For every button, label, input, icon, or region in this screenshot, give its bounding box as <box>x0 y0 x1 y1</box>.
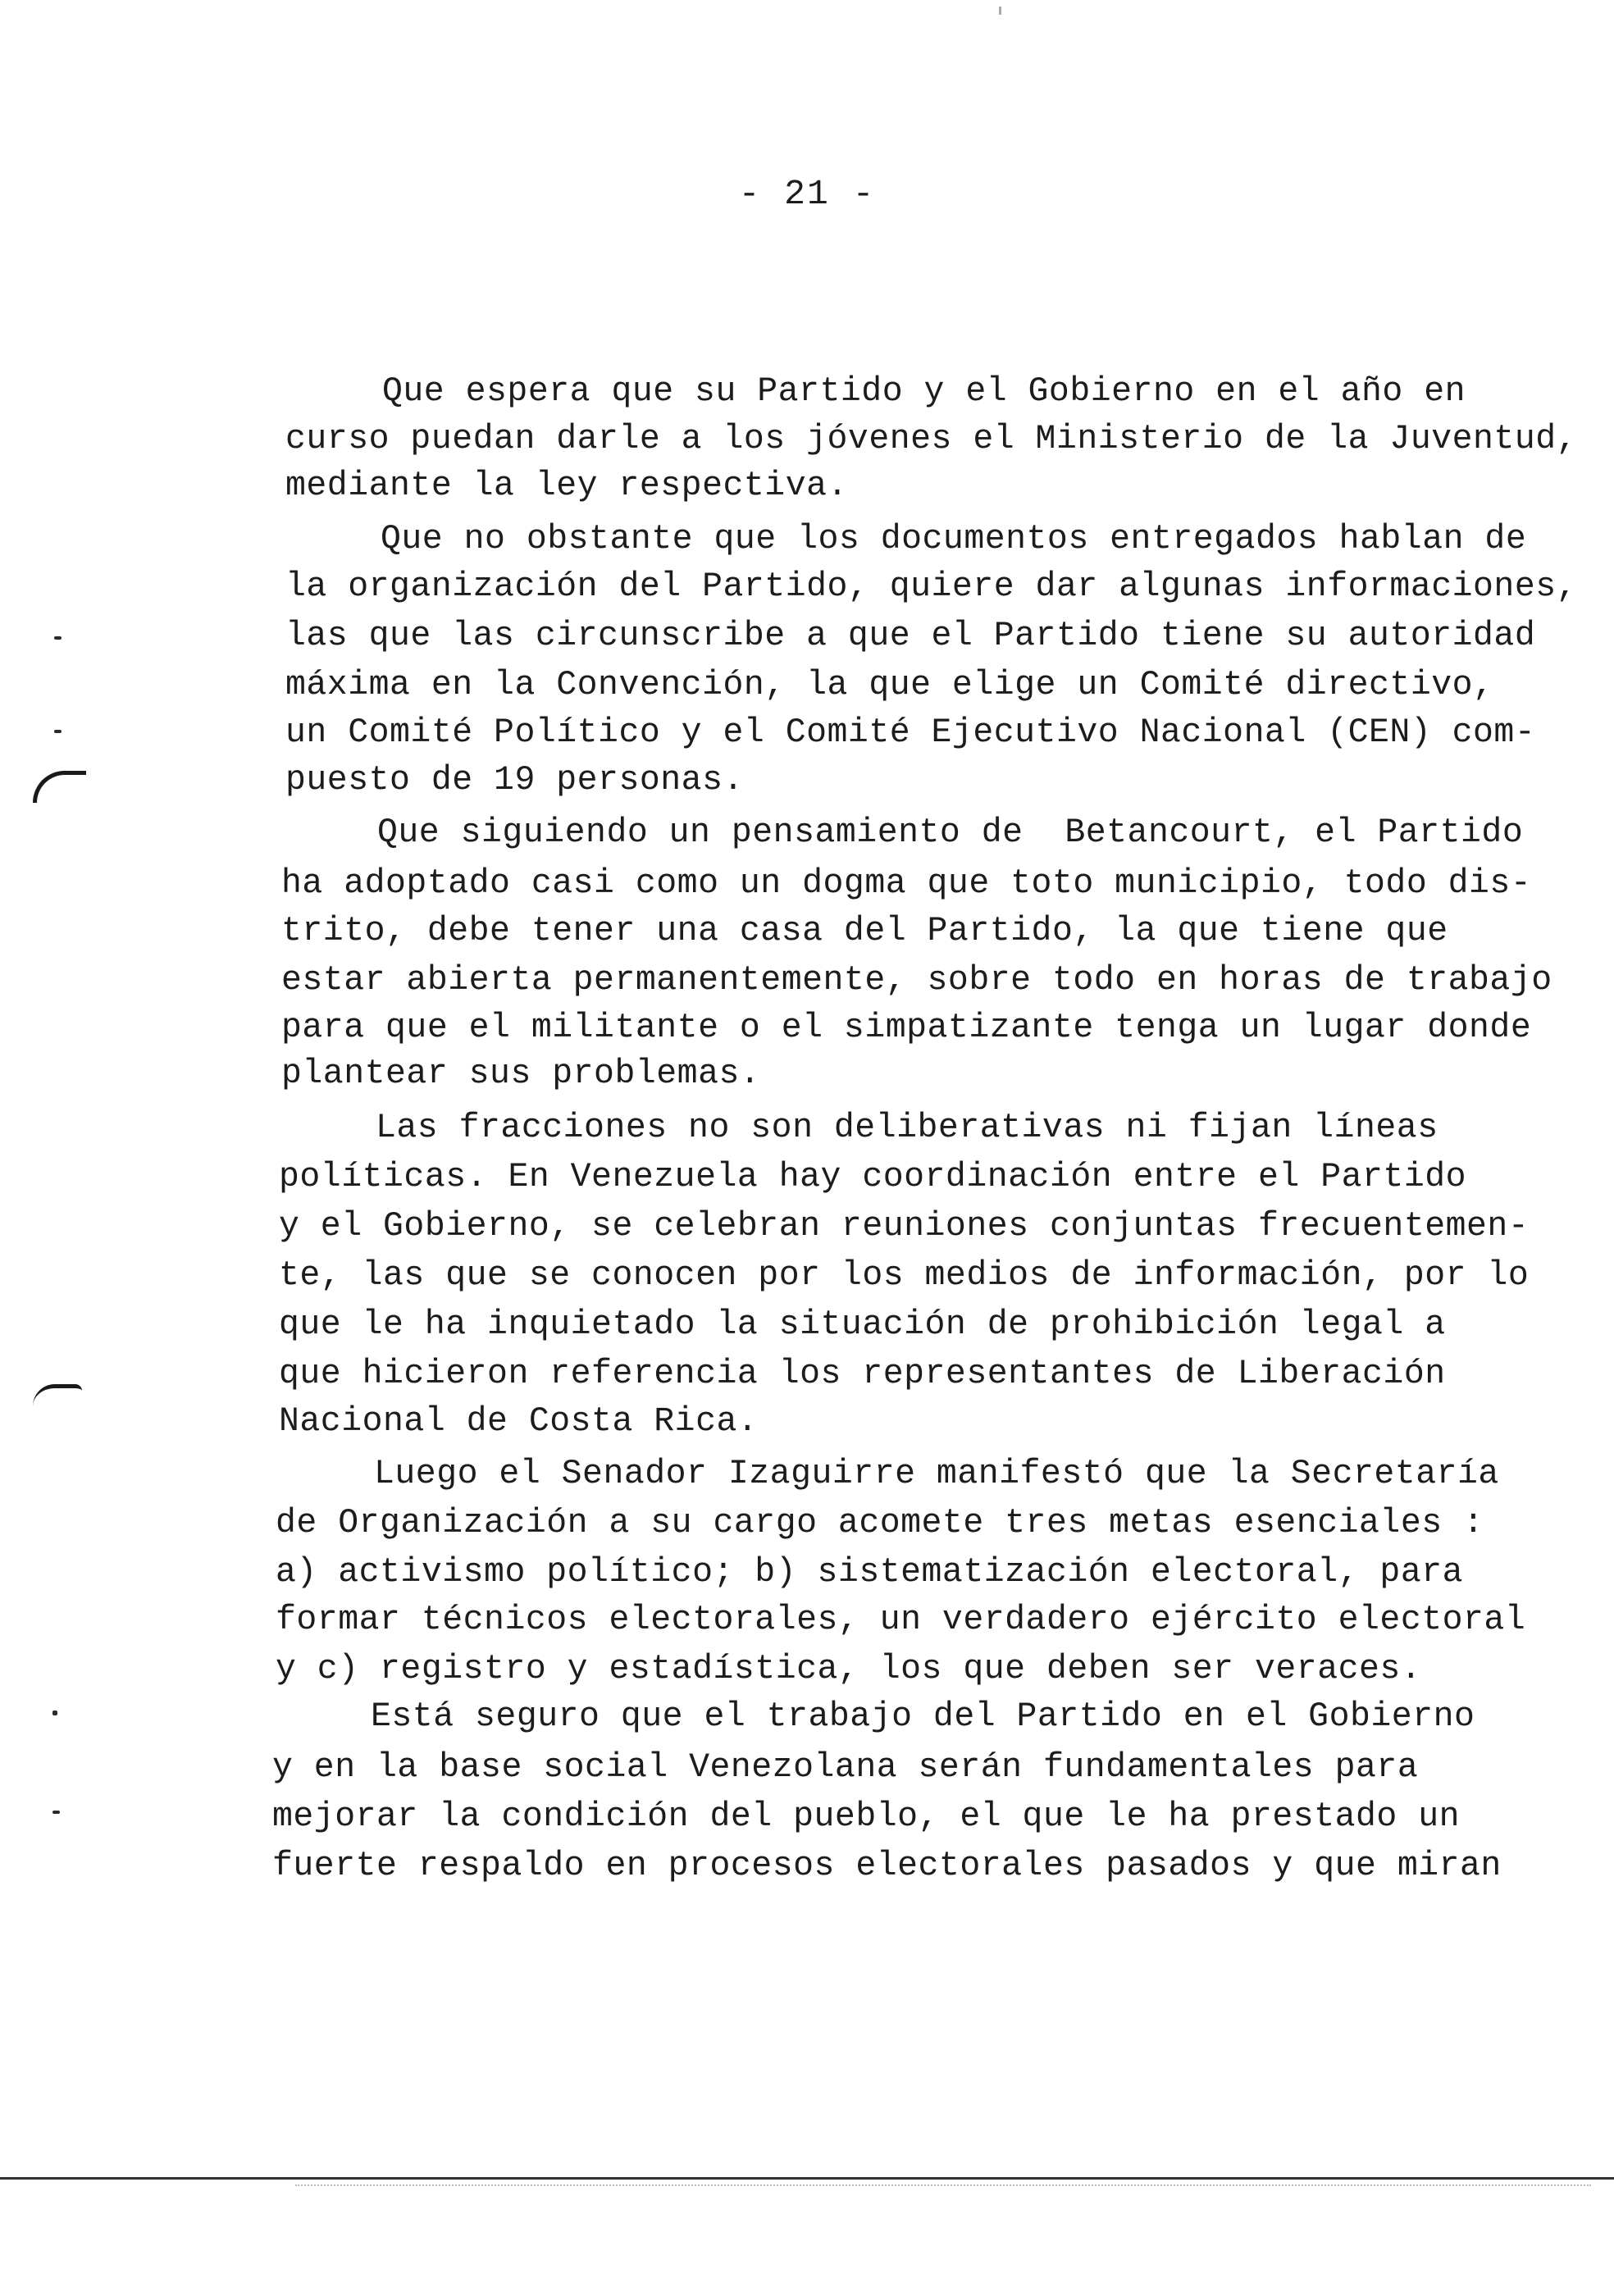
text-line: plantear sus problemas. <box>281 1055 761 1093</box>
text-line: fuerte respaldo en procesos electorales pasados y que miran <box>272 1847 1502 1885</box>
margin-tick-mark <box>54 730 62 733</box>
text-line: que hicieron referencia los representantes de Liberación <box>279 1355 1446 1393</box>
text-line: para que el militante o el simpatizante tenga un lugar donde <box>281 1009 1532 1047</box>
text-line: políticas. En Venezuela hay coordinación entre el Partido <box>279 1158 1467 1196</box>
text-line: máxima en la Convención, la que elige un Comité directivo, <box>285 666 1494 704</box>
text-line: Nacional de Costa Rica. <box>279 1402 759 1441</box>
text-line: la organización del Partido, quiere dar algunas informaciones, <box>285 567 1578 606</box>
text-line: las que las circunscribe a que el Partido tiene su autoridad <box>285 617 1536 655</box>
text-line: de Organización a su cargo acomete tres metas esenciales : <box>276 1504 1484 1542</box>
text-line: Luego el Senador Izaguirre manifestó que la Secretaría <box>374 1455 1499 1493</box>
bottom-rule <box>0 2177 1614 2180</box>
text-line: te, las que se conocen por los medios de información, por lo <box>279 1256 1530 1295</box>
text-line: Que espera que su Partido y el Gobierno en el año en <box>382 372 1466 411</box>
text-line: y c) registro y estadística, los que deben ser veraces. <box>276 1650 1422 1688</box>
margin-dot-mark <box>52 1711 57 1715</box>
text-line: y en la base social Venezolana serán fundamentales para <box>272 1748 1419 1787</box>
text-line: y el Gobierno, se celebran reuniones conjuntas frecuentemen- <box>279 1207 1530 1246</box>
text-line: Que siguiendo un pensamiento de Betancourt, el Partido <box>377 813 1524 852</box>
text-line: trito, debe tener una casa del Partido, la que tiene que <box>281 912 1448 950</box>
text-line: a) activismo político; b) sistematización electoral, para <box>276 1553 1464 1592</box>
margin-tick-mark <box>54 636 62 640</box>
text-line: mejorar la condición del pueblo, el que le ha prestado un <box>272 1797 1461 1836</box>
text-line: formar técnicos electorales, un verdadero ejército electoral <box>276 1601 1526 1639</box>
page-number: - 21 - <box>738 174 876 214</box>
text-line: puesto de 19 personas. <box>285 761 744 800</box>
text-line: curso puedan darle a los jóvenes el Ministerio de la Juventud, <box>285 420 1578 458</box>
text-line: ha adoptado casi como un dogma que toto municipio, todo dis- <box>281 864 1532 903</box>
text-line: un Comité Político y el Comité Ejecutivo Nacional (CEN) com- <box>285 713 1536 752</box>
text-line: estar abierta permanentemente, sobre todo en horas de trabajo <box>281 961 1552 1000</box>
text-line: Está seguro que el trabajo del Partido en el Gobierno <box>371 1697 1475 1736</box>
text-line: que le ha inquietado la situación de prohibición legal a <box>279 1305 1446 1344</box>
bottom-rule-dots <box>295 2184 1591 2186</box>
margin-tick-mark <box>52 1811 60 1814</box>
text-line: Que no obstante que los documentos entregados hablan de <box>381 520 1527 558</box>
text-line: mediante la ley respectiva. <box>285 467 848 505</box>
text-line: Las fracciones no son deliberativas ni fijan líneas <box>376 1109 1438 1147</box>
